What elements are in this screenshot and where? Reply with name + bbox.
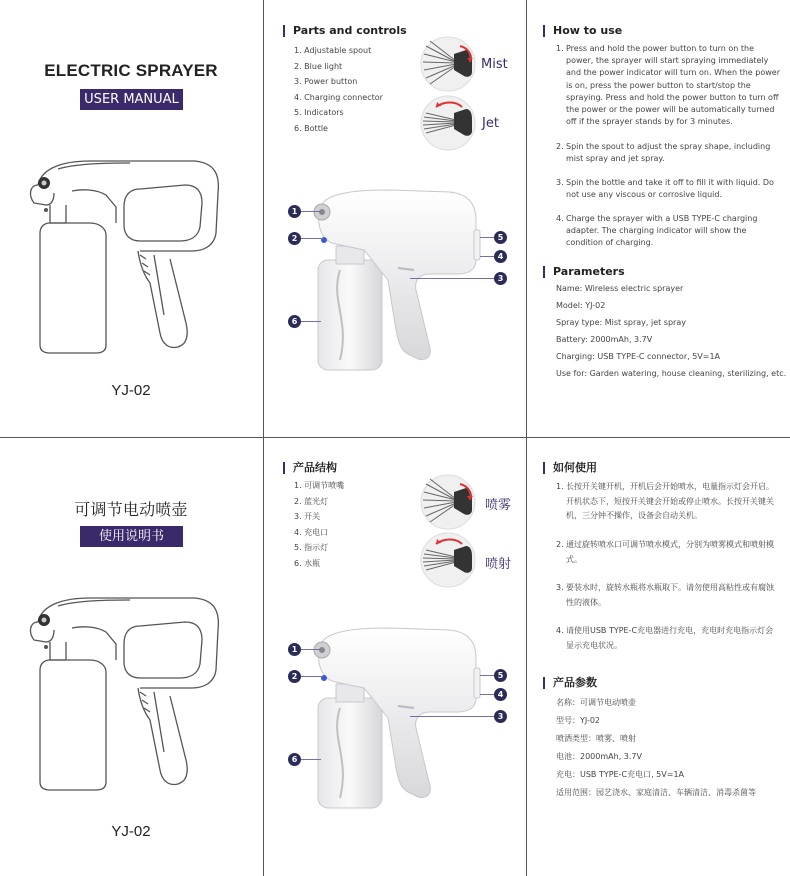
list-item: 4. 请使用USB TYPE-C充电器进行充电，充电时充电指示灯会显示充电状况。: [556, 626, 774, 650]
parameters-heading: Parameters: [543, 266, 625, 278]
callout-2: 2: [288, 670, 301, 683]
jet-label-zh: 喷射: [485, 557, 512, 572]
callout-leader: [301, 211, 321, 212]
callout-2: 2: [288, 232, 301, 245]
sprayer-line-drawing: [20, 592, 250, 792]
callout-1: 1: [288, 643, 301, 656]
cover-model-zh: YJ-02: [111, 823, 151, 840]
callout-leader: [301, 321, 321, 322]
list-item: 1. 可调节喷嘴: [294, 481, 345, 490]
panel-divider: [263, 0, 264, 876]
mist-label-zh: 喷雾: [485, 498, 512, 513]
callout-leader: [301, 676, 323, 677]
callout-leader: [410, 716, 494, 717]
list-item: Battery: 2000mAh, 3.7V: [556, 335, 653, 344]
callout-leader: [301, 759, 321, 760]
jet-label: Jet: [482, 116, 499, 131]
jet-mode-icon: [420, 532, 476, 588]
callout-leader: [410, 278, 494, 279]
callout-leader: [301, 238, 323, 239]
mist-mode-icon: [420, 474, 476, 530]
list-item: Spray type: Mist spray, jet spray: [556, 318, 686, 327]
callout-leader: [480, 256, 494, 257]
mist-mode-icon: [420, 36, 476, 92]
list-item: 4. Charge the sprayer with a USB TYPE-C charging adapter. The charging indicator will show the condition of charging.: [556, 214, 758, 248]
callout-6: 6: [288, 753, 301, 766]
list-item: 3. Spin the bottle and take it off to fill it with liquid. Do not use any viscous or corrosive liquid.: [556, 178, 774, 200]
how-to-use-steps-zh: [556, 480, 780, 660]
sprayer-line-drawing: [20, 155, 250, 355]
sprayer-product-image: [300, 628, 490, 818]
callout-3: 3: [494, 710, 507, 723]
parts-list-zh: [294, 478, 344, 572]
list-item: Charging: USB TYPE-C connector, 5V=1A: [556, 352, 721, 361]
user-manual-badge-zh: 使用说明书: [80, 526, 183, 547]
callout-leader: [301, 649, 321, 650]
list-item: 2. Blue light: [294, 61, 343, 71]
list-item: 3. Power button: [294, 77, 358, 87]
callout-leader: [480, 694, 494, 695]
callout-4: 4: [494, 250, 507, 263]
cover-model: YJ-02: [111, 382, 151, 399]
callout-leader: [480, 237, 494, 238]
panel-divider: [0, 437, 790, 438]
list-item: 1. Press and hold the power button to turn on the power, the sprayer will start spraying immediately and the power indicator will turn on. When the power is on, press the power button to start/stop the spraying. Press and hold the power button to turn off the power or the power will be automatically turned off if the sprayer stands by for 3 minutes.: [556, 44, 780, 127]
list-item: 4. 充电口: [294, 527, 329, 537]
panel-divider: [526, 0, 527, 876]
sprayer-product-image: [300, 190, 490, 380]
list-item: 2. 通过旋转喷水口可调节喷水模式，分别为喷雾模式和喷射模式。: [556, 540, 774, 564]
list-item: 3. 开关: [294, 512, 321, 522]
callout-4: 4: [494, 688, 507, 701]
mist-label: Mist: [481, 57, 508, 72]
list-item: 喷洒类型：喷雾、喷射: [556, 734, 636, 743]
list-item: 2. Spin the spout to adjust the spray shape, including mist spray and jet spray.: [556, 142, 771, 164]
list-item: 3. 要装水时，旋转水瓶将水瓶取下。请勿使用高粘性或有腐蚀性的液体。: [556, 583, 774, 607]
callout-6: 6: [288, 315, 301, 328]
list-item: 1. Adjustable spout: [294, 46, 372, 55]
parameters-list-zh: [556, 697, 780, 797]
list-item: 4. Charging connector: [294, 92, 383, 102]
list-item: 5. Indicators: [294, 108, 344, 118]
parts-heading-zh: 产品结构: [283, 462, 337, 474]
parameters-heading-zh: 产品参数: [543, 677, 597, 689]
list-item: Model: YJ-02: [556, 301, 606, 310]
list-item: Use for: Garden watering, house cleaning, sterilizing, etc.: [556, 369, 787, 378]
list-item: Name: Wireless electric sprayer: [556, 284, 684, 293]
list-item: 6. 水瓶: [294, 558, 321, 568]
jet-mode-icon: [420, 95, 476, 151]
user-manual-badge: USER MANUAL: [80, 89, 183, 110]
parameters-list: [556, 284, 787, 384]
cover-title-zh: 可调节电动喷壶: [74, 502, 188, 519]
parts-list: [294, 43, 383, 137]
list-item: 电池：2000mAh, 3.7V: [556, 752, 642, 761]
list-item: 6. Bottle: [294, 123, 328, 133]
list-item: 1. 长按开关键开机，开机后会开始喷水，电量指示灯会开启。开机状态下，短按开关键会开始或停止喷水。长按开关键关机，三分钟不操作，设备会自动关机。: [556, 482, 774, 520]
list-item: 充电：USB TYPE-C充电口, 5V=1A: [556, 770, 685, 779]
how-to-use-heading-zh: 如何使用: [543, 462, 597, 474]
how-to-use-heading: How to use: [543, 25, 622, 37]
cover-title: ELECTRIC SPRAYER: [44, 61, 218, 80]
list-item: 适用范围：园艺浇水、家庭清洁、车辆清洁、消毒杀菌等: [556, 788, 756, 797]
callout-5: 5: [494, 231, 507, 244]
list-item: 2. 蓝光灯: [294, 496, 329, 506]
callout-1: 1: [288, 205, 301, 218]
how-to-use-steps: [556, 43, 780, 248]
callout-5: 5: [494, 669, 507, 682]
callout-3: 3: [494, 272, 507, 285]
list-item: 5. 指示灯: [294, 543, 329, 553]
list-item: 名称：可调节电动喷壶: [556, 698, 636, 707]
list-item: 型号：YJ-02: [556, 716, 601, 725]
parts-heading: Parts and controls: [283, 25, 407, 37]
callout-leader: [480, 675, 494, 676]
